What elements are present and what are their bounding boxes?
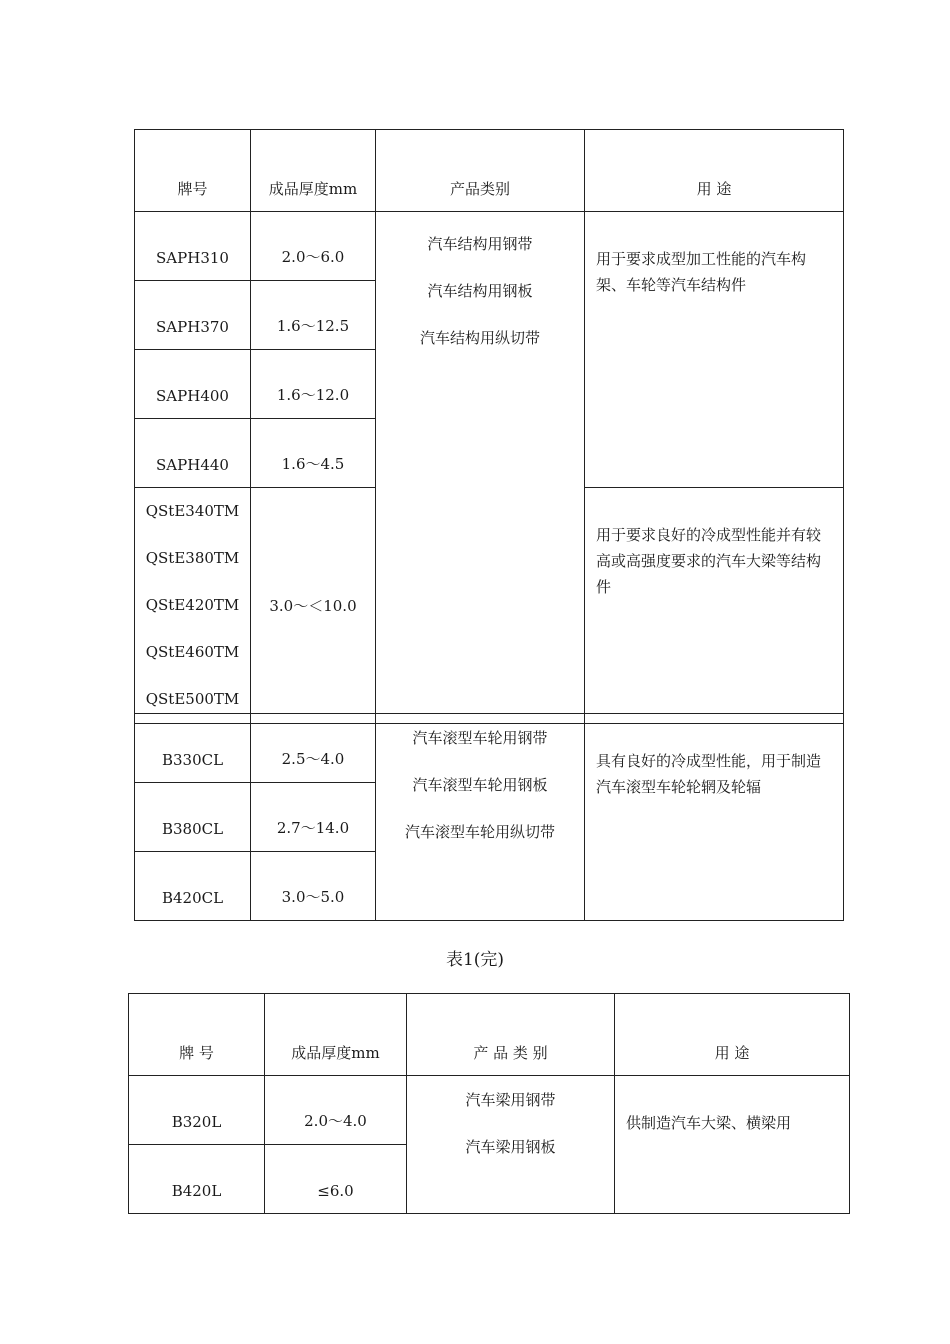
table-row (129, 1076, 850, 1145)
thickness-cell: 1.6～4.5 (251, 419, 376, 488)
grade-cell: SAPH310 (135, 212, 251, 281)
category-line: 汽车结构用钢板 (427, 282, 533, 300)
header-grade: 牌 号 (129, 994, 265, 1076)
grade-cell: SAPH440 (135, 419, 251, 488)
category-line: 汽车滚型车轮用钢带 (412, 729, 548, 747)
use-cell: 供制造汽车大梁、横梁用 (615, 1076, 850, 1214)
category-line: 汽车结构用纵切带 (419, 329, 540, 347)
grade-cell: B420CL (135, 852, 251, 921)
steel-grade-table-part2 (134, 713, 844, 921)
use-cell-group1: 用于要求成型加工性能的汽车构架、车轮等汽车结构件 (585, 212, 844, 488)
thickness-cell: 1.6～12.0 (251, 350, 376, 419)
header-use: 用 途 (615, 994, 850, 1076)
grade-line: QStE500TM (145, 690, 240, 708)
category-line: 汽车滚型车轮用钢板 (412, 776, 548, 794)
header-category: 产 品 类 别 (407, 994, 615, 1076)
grade-line: QStE380TM (145, 549, 240, 567)
thickness-cell: 2.5～4.0 (251, 714, 376, 783)
thickness-cell: 2.0～4.0 (265, 1076, 407, 1145)
table-caption: 表1(完) (445, 950, 505, 970)
steel-grade-table-continued (128, 993, 850, 1214)
grade-cell: B320L (129, 1076, 265, 1145)
use-cell-group3: 具有良好的冷成型性能，用于制造汽车滚型车轮轮辋及轮辐 (585, 714, 844, 921)
grade-line: QStE460TM (145, 643, 240, 661)
thickness-cell: 2.7～14.0 (251, 783, 376, 852)
thickness-cell: 3.0～5.0 (251, 852, 376, 921)
header-thickness: 成品厚度mm (265, 994, 407, 1076)
grade-line: QStE340TM (145, 502, 240, 520)
table-header-row (129, 994, 850, 1076)
table-header-row (135, 130, 844, 212)
thickness-cell: ≤6.0 (265, 1145, 407, 1214)
category-line: 汽车梁用钢板 (465, 1138, 556, 1156)
steel-grade-table (134, 129, 844, 724)
header-grade: 牌号 (135, 130, 251, 212)
category-line: 汽车梁用钢带 (465, 1091, 556, 1109)
grade-cell: B420L (129, 1145, 265, 1214)
grade-cell: B380CL (135, 783, 251, 852)
header-category: 产品类别 (376, 130, 585, 212)
use-cell-group2: 用于要求良好的冷成型性能并有较高或高强度要求的汽车大梁等结构件 (585, 488, 844, 724)
grade-cell-group2 (135, 488, 251, 724)
header-use: 用 途 (585, 130, 844, 212)
thickness-cell: 1.6～12.5 (251, 281, 376, 350)
category-line: 汽车结构用钢带 (427, 235, 533, 253)
thickness-cell-group2: 3.0～＜10.0 (251, 488, 376, 724)
category-line: 汽车滚型车轮用纵切带 (404, 823, 555, 841)
grade-cell: SAPH370 (135, 281, 251, 350)
header-thickness: 成品厚度mm (251, 130, 376, 212)
grade-cell: SAPH400 (135, 350, 251, 419)
category-cell-group3 (376, 714, 585, 921)
category-cell (407, 1076, 615, 1214)
table-row (135, 714, 844, 783)
thickness-cell: 2.0～6.0 (251, 212, 376, 281)
grade-cell: B330CL (135, 714, 251, 783)
table-row (135, 212, 844, 281)
grade-line: QStE420TM (145, 596, 240, 614)
category-cell-group1 (376, 212, 585, 724)
